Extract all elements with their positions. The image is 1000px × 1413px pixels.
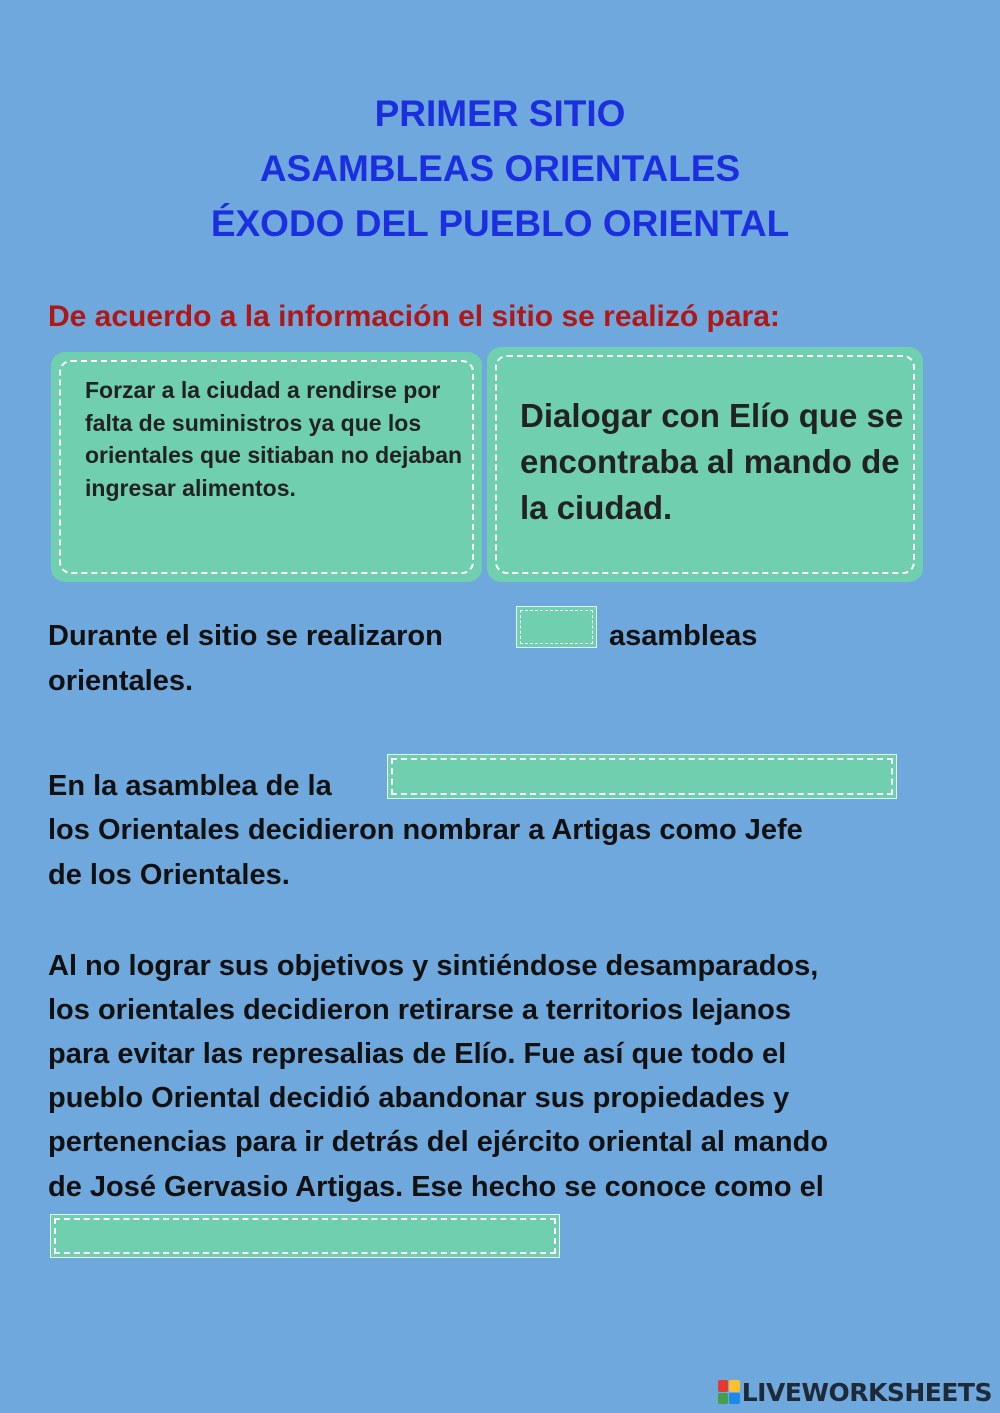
paragraph-2-line-3: de los Orientales. xyxy=(48,859,290,891)
title-line-1: PRIMER SITIO xyxy=(374,93,626,134)
paragraph-2-line-2: los Orientales decidieron nombrar a Artigas como Jefe xyxy=(48,814,803,846)
option-card-2-text: Dialogar con Elío que se encontraba al mando de la ciudad. xyxy=(520,397,904,526)
paragraph-3-line-3: para evitar las represalias de Elío. Fue así que todo el xyxy=(48,1038,787,1070)
logo-text: LIVEWORKSHEETS xyxy=(741,1377,992,1407)
paragraph-3-line-6: de José Gervasio Artigas. Ese hecho se conoce como el xyxy=(48,1171,824,1203)
option-card-2[interactable] xyxy=(487,347,923,582)
logo-badge-icon xyxy=(718,1380,740,1404)
paragraph-1-line-2: orientales. xyxy=(48,665,194,697)
question-text: De acuerdo a la información el sitio se realizó para: xyxy=(48,300,780,333)
answer-slot-event[interactable] xyxy=(50,1214,560,1258)
paragraph-3-line-5: pertenencias para ir detrás del ejército oriental al mando xyxy=(48,1126,829,1158)
title-line-2: ASAMBLEAS ORIENTALES xyxy=(259,148,741,189)
paragraph-3-line-4: pueblo Oriental decidió abandonar sus propiedades y xyxy=(48,1082,790,1114)
paragraph-3-line-2: los orientales decidieron retirarse a territorios lejanos xyxy=(48,994,791,1026)
option-card-1-text: Forzar a la ciudad a rendirse por falta de suministros ya que los orientales que sitiaban no dejaban ingresar alimentos. xyxy=(85,377,463,501)
liveworksheets-logo xyxy=(718,1377,992,1407)
paragraph-3-line-1: Al no lograr sus objetivos y sintiéndose desamparados, xyxy=(48,950,819,982)
answer-slot-asamblea[interactable] xyxy=(387,754,897,799)
worksheet-title xyxy=(0,86,1000,251)
answer-slot-count[interactable] xyxy=(516,606,597,648)
title-line-3: ÉXODO DEL PUEBLO ORIENTAL xyxy=(210,203,790,244)
paragraph-2-line-1: En la asamblea de la xyxy=(48,770,332,802)
paragraph-1-line-1 xyxy=(48,614,443,658)
paragraph-1-after: asambleas xyxy=(609,620,758,652)
option-card-1[interactable] xyxy=(51,352,482,582)
paragraph-1-before: Durante el sitio se realizaron xyxy=(48,620,443,652)
